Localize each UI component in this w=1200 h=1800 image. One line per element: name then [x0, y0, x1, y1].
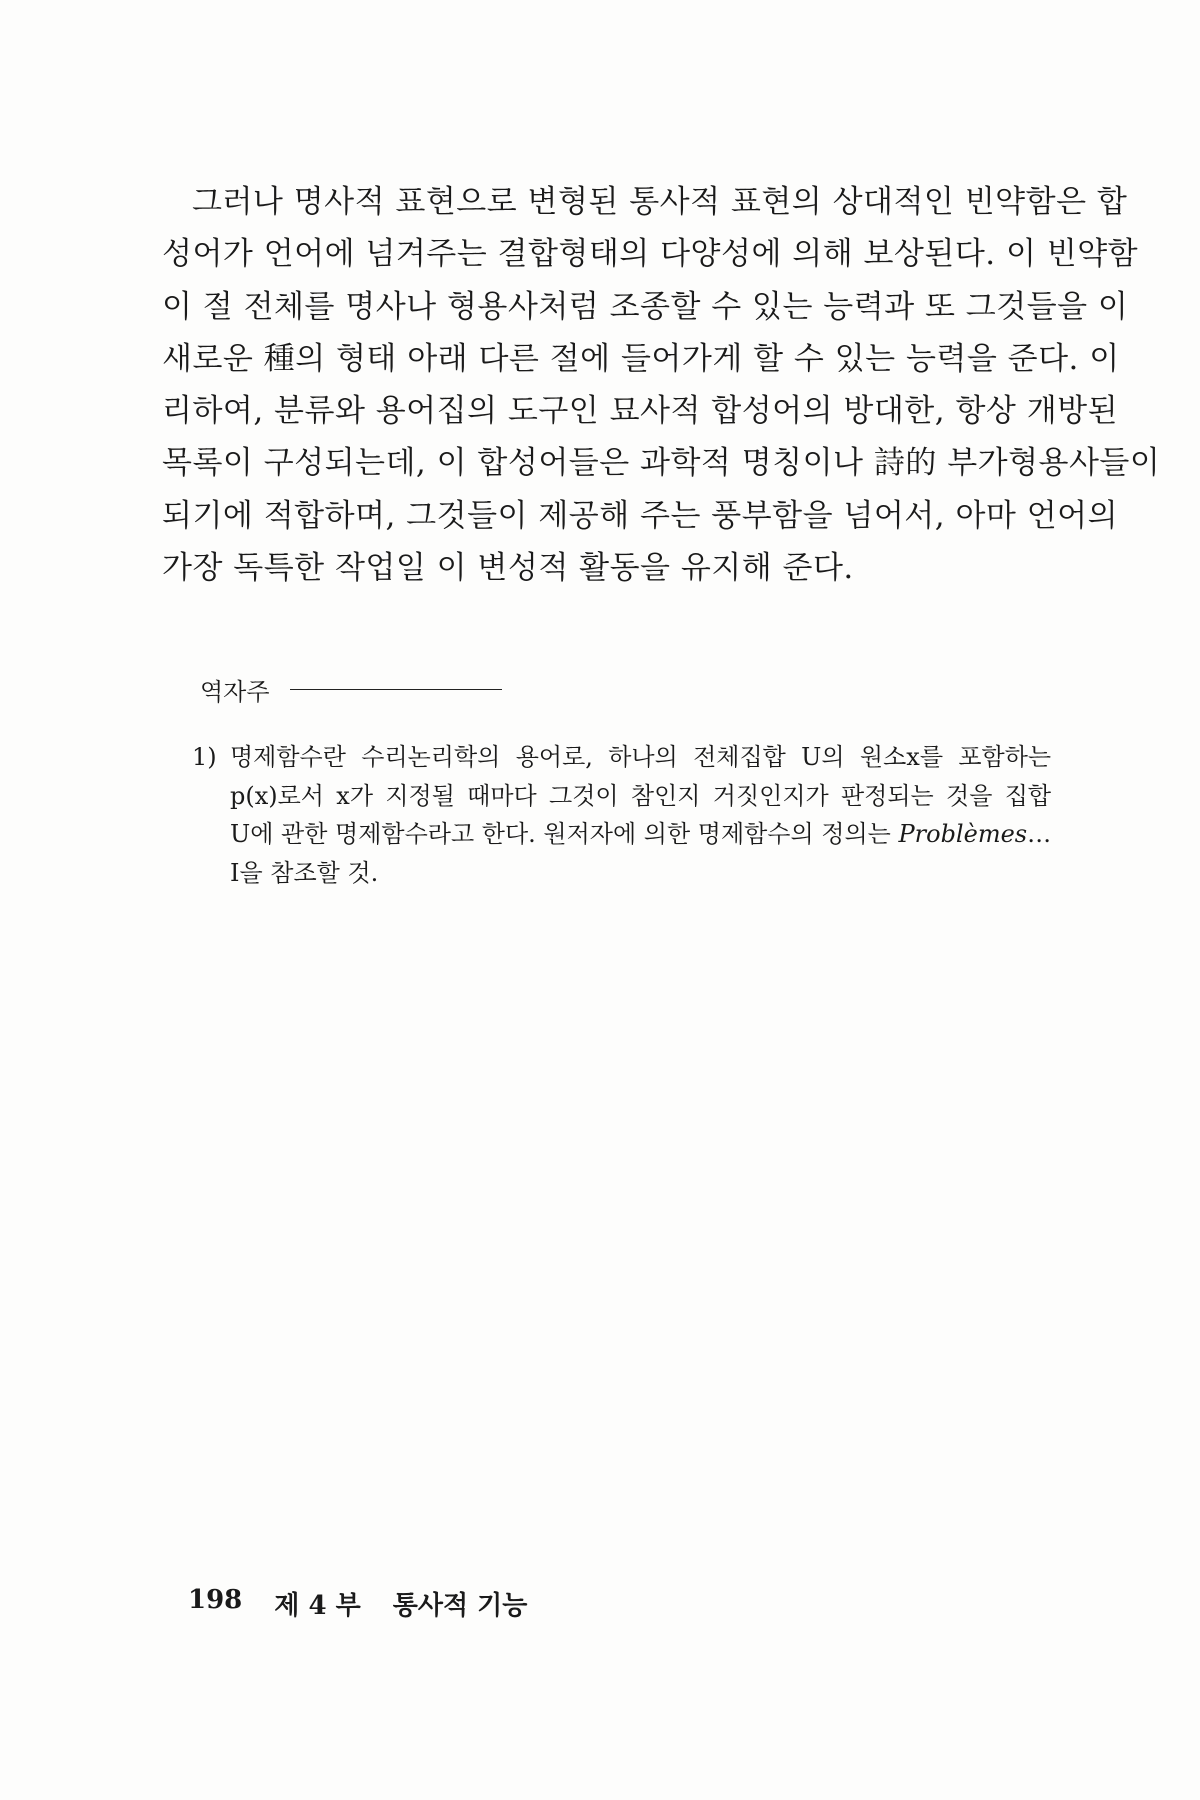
body-line: 이 절 전체를 명사나 형용사처럼 조종할 수 있는 능력과 또 그것들을 이	[162, 288, 1129, 325]
translator-notes-label: 역자주	[200, 678, 270, 706]
notes-divider	[290, 689, 502, 690]
footnote-line: 명제함수란 수리논리학의 용어로, 하나의 전체집합 U의 원소x를 포함하는	[230, 743, 1052, 771]
footnote-line-text: U에 관한 명제함수라고 한다. 원저자에 의한 명제함수의 정의는	[230, 820, 891, 848]
footnote-item	[192, 738, 1052, 892]
cited-title: Problèmes	[898, 820, 1028, 848]
page-number: 198	[188, 1585, 243, 1615]
ellipsis: …	[1027, 820, 1052, 848]
body-line: 리하여, 분류와 용어집의 도구인 묘사적 합성어의 방대한, 항상 개방된	[162, 393, 1119, 430]
footnote-number: 1)	[192, 743, 217, 771]
part-label: 제 4 부	[274, 1591, 361, 1621]
section-title: 통사적 기능	[392, 1591, 528, 1621]
footnote-text	[230, 738, 1051, 892]
footnote-line: p(x)로서 x가 지정될 때마다 그것이 참인지 거짓인지가 판정되는 것을 집합	[230, 781, 1052, 810]
body-paragraph	[162, 176, 1161, 594]
body-line: 되기에 적합하며, 그것들이 제공해 주는 풍부함을 넘어서, 아마 언어의	[162, 497, 1119, 534]
footnote-line: I을 참조할 것.	[230, 858, 379, 887]
footnote	[192, 738, 1052, 892]
body-line: 새로운 種의 형태 아래 다른 절에 들어가게 할 수 있는 능력을 준다. 이	[162, 340, 1120, 377]
body-line: 가장 독특한 작업일 이 변성적 활동을 유지해 준다.	[162, 550, 854, 587]
footnote-line	[230, 815, 1051, 854]
body-line: 목록이 구성되는데, 이 합성어들은 과학적 명칭이나 詩的 부가형용사들이	[162, 445, 1161, 482]
body-line: 성어가 언어에 넘겨주는 결합형태의 다양성에 의해 보상된다. 이 빈약함	[162, 236, 1139, 273]
body-line: 그러나 명사적 표현으로 변형된 통사적 표현의 상대적인 빈약함은 합	[192, 184, 1128, 220]
running-footer	[188, 1585, 527, 1622]
translator-notes-heading	[200, 672, 502, 707]
